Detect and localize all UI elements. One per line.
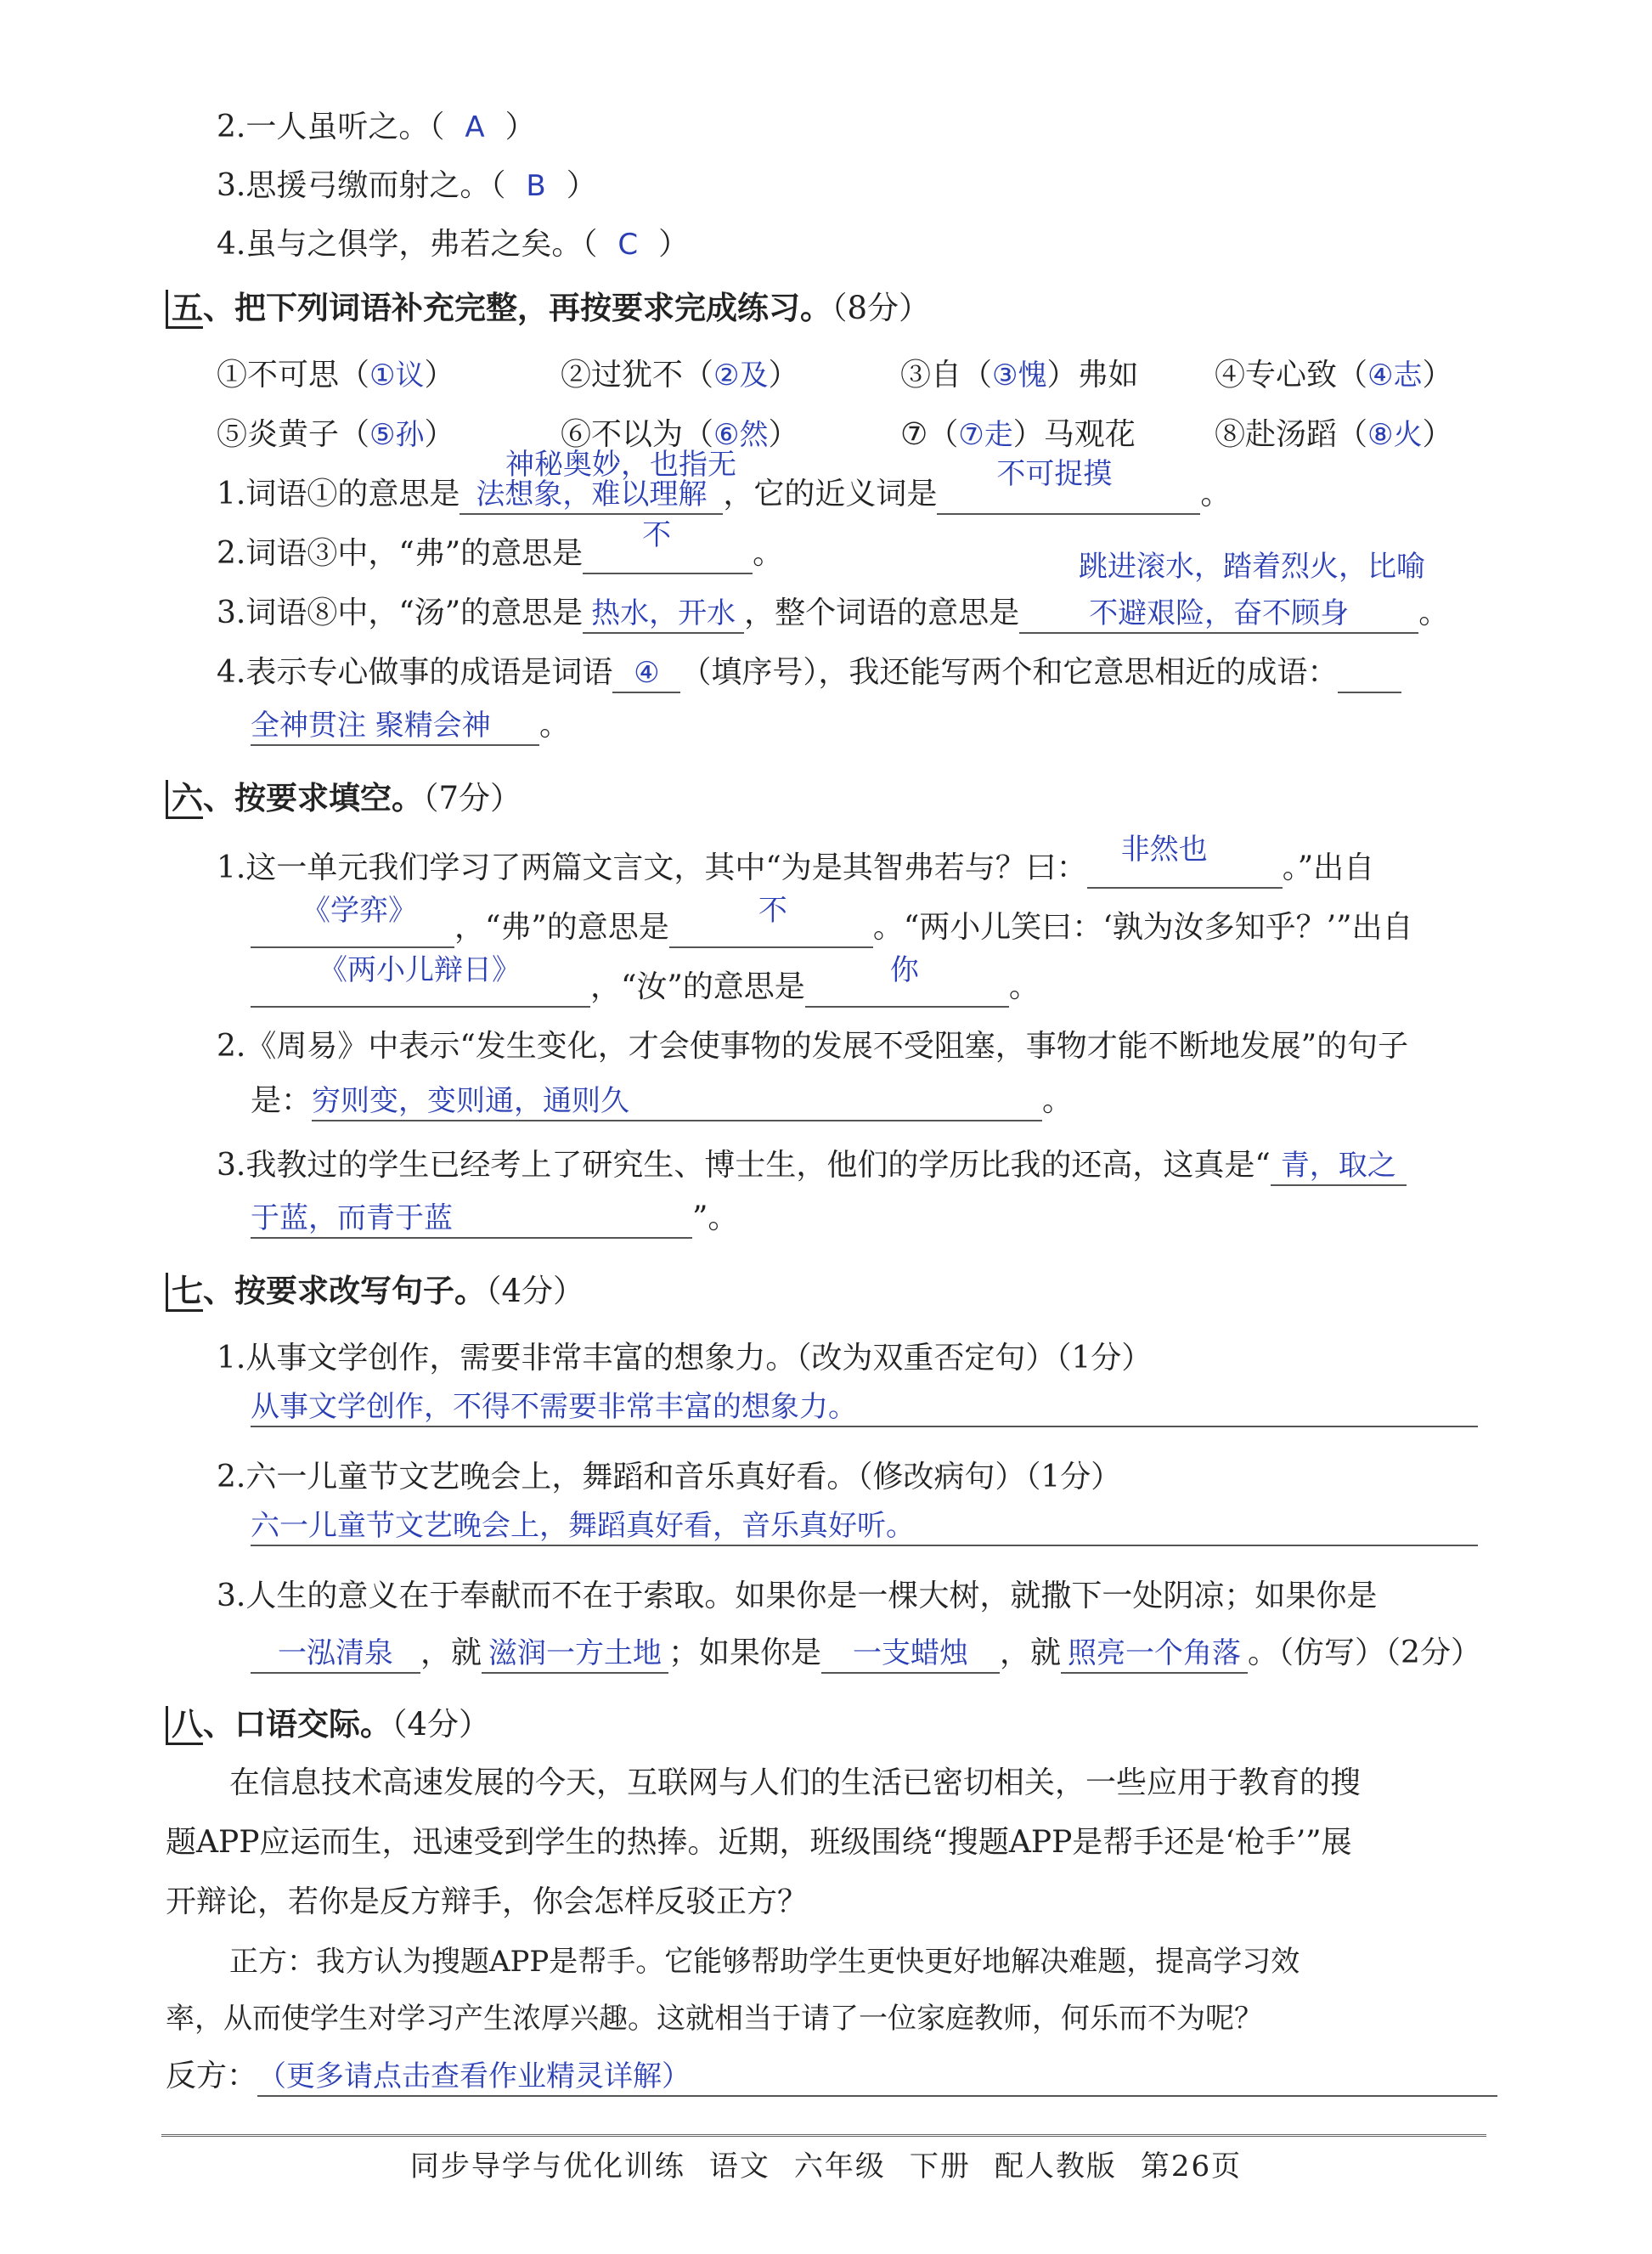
sec8-para-line2: 题APP应运而生，迅速受到学生的热捧。近期，班级围绕“搜题APP是帮手还是‘枪手’”展 (166, 1825, 1352, 1860)
sec8-para-line1: 在信息技术高速发展的今天，互联网与人们的生活已密切相关，一些应用于教育的搜 (229, 1765, 1362, 1800)
sec5-heading: 五、把下列词语补充完整，再按要求完成练习。（8分） (166, 287, 930, 330)
sec8-heading: 八、口语交际。（4分） (166, 1703, 490, 1746)
sec5-q2: 2.词语③中，“弗”的意思是 不 。 (217, 534, 783, 574)
sec4-q2: 2.一人虽听之。（ A ） (217, 110, 536, 144)
sec6-q2-line1: 2.《周易》中表示“发生变化，才会使事物的发展不受阻塞，事物才能不断地发展”的句子 (217, 1029, 1409, 1064)
word-2: ②过犹不（②及） (561, 358, 799, 393)
word-4: ④专心致（④志） (1215, 358, 1453, 393)
sec5-q3-answer2-line1: 跳进滚水，踏着烈火，比喻 (1079, 550, 1425, 584)
sec6-q2-line2: 是：穷则变，变则通，通则久 。 (251, 1081, 1073, 1121)
sec5-q1-answer-line1: 神秘奥妙，也指无 (505, 448, 736, 482)
sec4-q3: 3.思援弓缴而射之。（ B ） (217, 168, 597, 203)
sec7-q1-answer: 从事文学创作，不得不需要非常丰富的想象力。 (251, 1387, 1478, 1427)
sec5-q1-blank2: 不可捉摸 (937, 476, 1200, 515)
sec4-q2-answer: A (465, 110, 485, 144)
sec5-q4: 4.表示专心做事的成语是词语 ④ （填序号），我还能写两个和它意思相近的成语： (217, 652, 1401, 693)
footer: 同步导学与优化训练 语文 六年级 下册 配人教版 第26页 (409, 2149, 1243, 2183)
page-number: 第26页 (1140, 2149, 1243, 2183)
sec5-q3: 3.词语⑧中，“汤”的意思是 热水，开水 ，整个词语的意思是 不避艰险，奋不顾身 。 (217, 593, 1449, 634)
sec6-heading: 六、按要求填空。（7分） (166, 777, 522, 820)
sec5-q1-blank1: 法想象，难以理解 (460, 476, 723, 515)
word-7: ⑦（⑦走）马观花 (900, 417, 1136, 452)
sec6-q1-line1: 1.这一单元我们学习了两篇文言文，其中“为是其智弗若与？曰： 非然也 。”出自 (217, 848, 1374, 889)
sec7-q1: 1.从事文学创作，需要非常丰富的想象力。（改为双重否定句）（1分） (217, 1341, 1153, 1376)
sec4-q4: 4.虽与之俱学，弗若之矣。（ C ） (217, 227, 690, 262)
sec7-q2: 2.六一儿童节文艺晚会上，舞蹈和音乐真好看。（修改病句）（1分） (217, 1460, 1122, 1494)
sec5-q4-line2: 全神贯注 聚精会神 。 (251, 705, 570, 746)
sec8-pro-line1: 正方：我方认为搜题APP是帮手。它能够帮助学生更快更好地解决难题，提高学习效 (229, 1945, 1300, 1979)
sec4-q4-answer: C (617, 228, 639, 262)
sec7-heading: 七、按要求改写句子。（4分） (166, 1270, 584, 1313)
sec6-q1-line2: 《学弈》 ，“弗”的意思是 不 。“两小儿笑曰：‘孰为汝多知乎？’”出自 (251, 907, 1413, 948)
sec7-q3-line2: 一泓清泉 ，就 滋润一方土地 ；如果你是 一支蜡烛 ，就 照亮一个角落 。（仿写）（2分） (251, 1633, 1481, 1674)
sec7-q3-line1: 3.人生的意义在于奉献而不在于索取。如果你是一棵大树，就撒下一处阴凉；如果你是 (217, 1579, 1378, 1613)
word-8: ⑧赴汤蹈（⑧火） (1215, 417, 1453, 452)
sec8-con-answer-link[interactable]: （更多请点击查看作业精灵详解） (257, 2058, 1497, 2097)
footer-divider (161, 2134, 1486, 2137)
sec8-con: 反方：（更多请点击查看作业精灵详解） (166, 2056, 1497, 2097)
word-3: ③自（③愧）弗如 (900, 358, 1139, 393)
sec4-q3-answer: B (526, 169, 546, 203)
sec8-pro-line2: 率，从而使学生对学习产生浓厚兴趣。这就相当于请了一位家庭教师，何乐而不为呢？ (166, 2002, 1263, 2036)
sec5-q1: 1.词语①的意思是 法想象，难以理解 ，它的近义词是 不可捉摸 。 (217, 474, 1231, 515)
sec8-para-line3: 开辩论，若你是反方辩手，你会怎样反驳正方？ (166, 1884, 809, 1919)
word-6: ⑥不以为（⑥然） (561, 417, 799, 452)
sec6-q3-line1: 3.我教过的学生已经考上了研究生、博士生，他们的学历比我的还高，这真是“ 青，取之 (217, 1145, 1407, 1186)
word-5: ⑤炎黄子（⑤孙） (217, 417, 455, 452)
sec6-q1-line3: 《两小儿辩日》 ，“汝”的意思是 你 。 (251, 967, 1040, 1008)
sec7-q2-answer: 六一儿童节文艺晚会上，舞蹈真好看，音乐真好听。 (251, 1505, 1478, 1546)
sec6-q3-line2: 于蓝，而青于蓝 ”。 (251, 1198, 738, 1239)
word-1: ①不可思（①议） (217, 358, 455, 393)
